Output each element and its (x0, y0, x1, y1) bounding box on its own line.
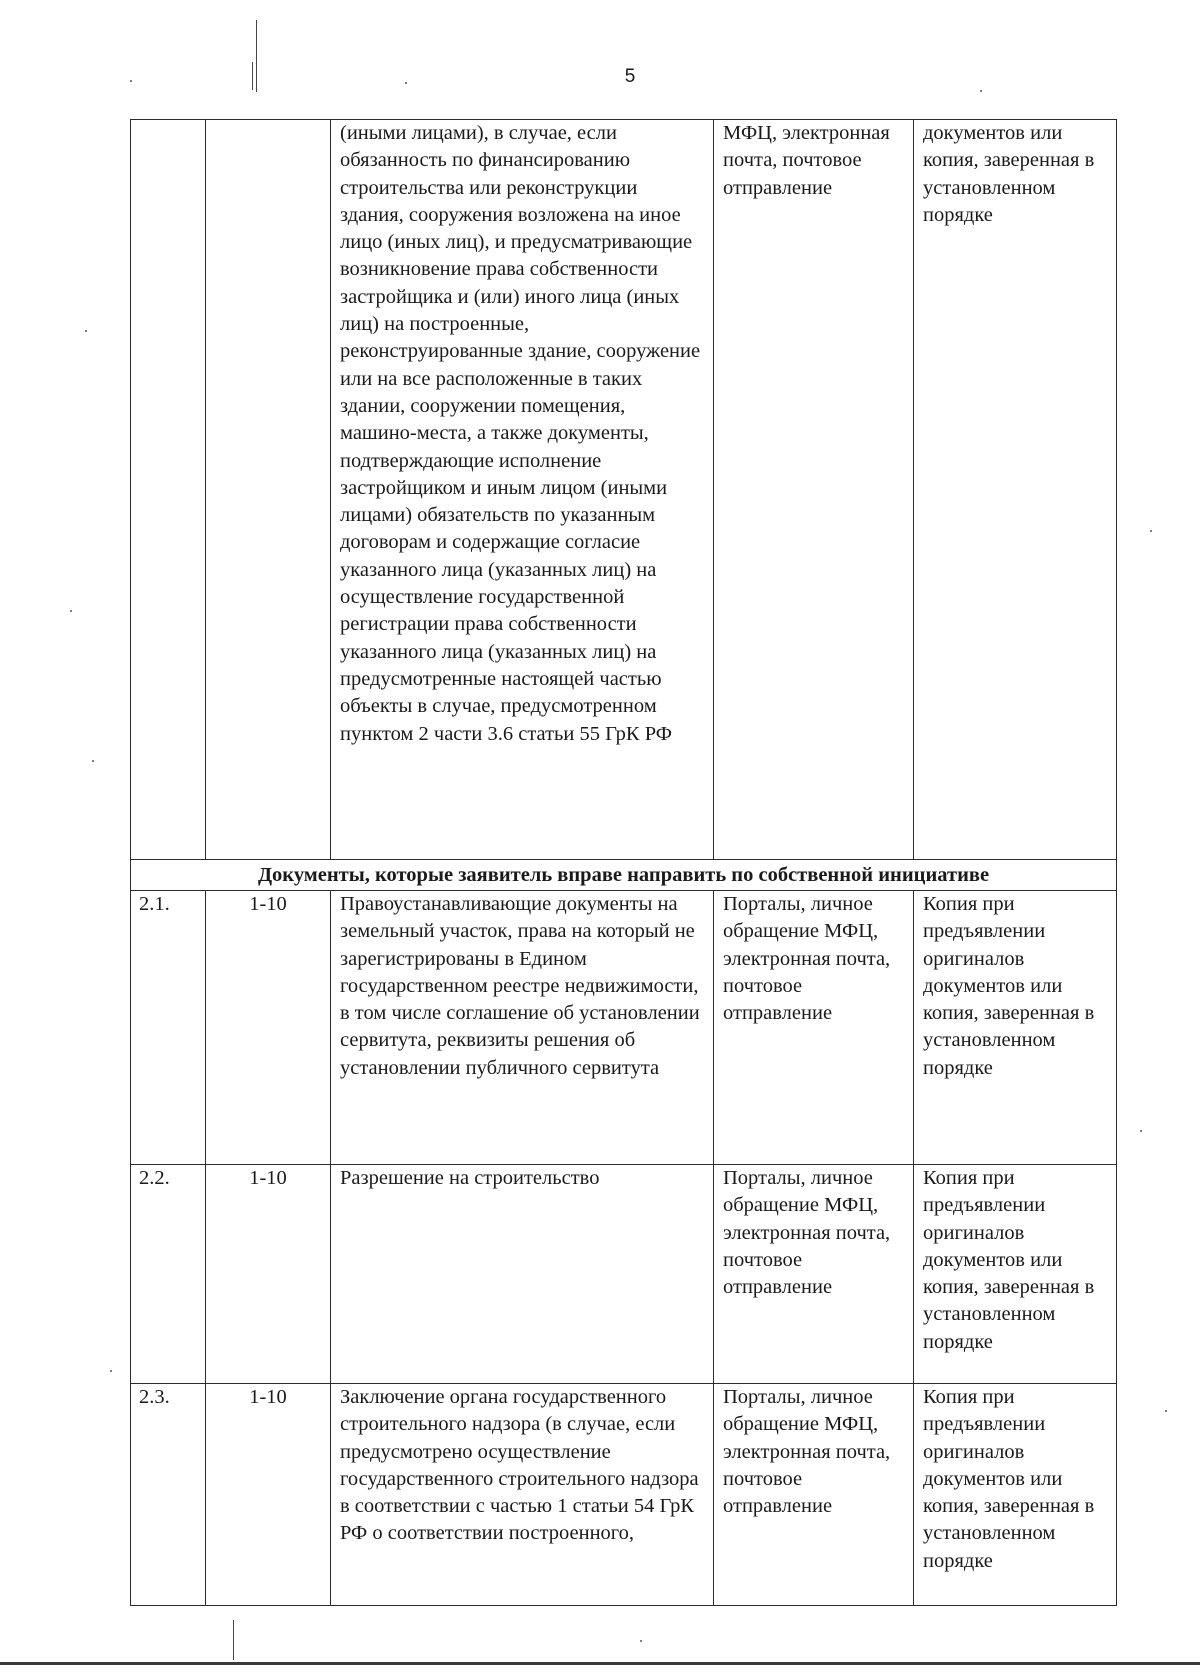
document-cell: Заключение органа государственного строительного надзора (в случае, если предусмотрено осуществление государственного строительного надзора в соответствии с частью 1 статьи 54 ГрК РФ о соответствии построенного, (331, 1384, 714, 1606)
scan-speck (1165, 1410, 1167, 1412)
document-cell: Разрешение на строительство (331, 1165, 714, 1384)
section-header-row (131, 860, 1117, 891)
table-row (131, 1384, 1117, 1606)
scan-speck (70, 610, 72, 612)
scan-speck (640, 1640, 642, 1642)
positions-cell: 1-10 (206, 1165, 331, 1384)
page-number: 5 (624, 66, 636, 87)
scan-bottom-edge (0, 1662, 1200, 1665)
submission-method-cell: МФЦ, электронная почта, почтовое отправление (714, 120, 914, 860)
scan-speck (405, 82, 407, 84)
scan-speck (980, 90, 982, 92)
scan-artifact-line (252, 62, 253, 90)
submission-method-cell: Порталы, личное обращение МФЦ, электронная почта, почтовое отправление (714, 891, 914, 1165)
document-cell: (иными лицами), в случае, если обязанность по финансированию строительства или реконструкции здания, сооружения возложена на иное лицо (иных лиц), и предусматривающие возникновение права собственности застройщика и (или) иного лица (иных лиц) на построенные, реконструированные здание, сооружение или на все расположенные в таких здании, сооружении помещения, машино-места, а также документы, подтверждающие исполнение застройщиком и иным лицом (иными лицами) обязательств по указанным договорам и содержащие согласие указанного лица (указанных лиц) на осуществление государственной регистрации права собственности указанного лица (указанных лиц) на предусмотренные настоящей частью объекты в случае, предусмотренном пунктом 2 части 3.6 статьи 55 ГрК РФ (331, 120, 714, 860)
submission-method-cell: Порталы, личное обращение МФЦ, электронная почта, почтовое отправление (714, 1384, 914, 1606)
scan-speck (92, 760, 94, 762)
table-row (131, 120, 1117, 860)
document-cell: Правоустанавливающие документы на земельный участок, права на который не зарегистрированы в Едином государственном реестре недвижимости, в том числе соглашение об установлении сервитута, реквизиты решения об установлении публичного сервитута (331, 891, 714, 1165)
table-row (131, 891, 1117, 1165)
row-number-cell: 2.2. (131, 1165, 206, 1384)
submission-method-cell: Порталы, личное обращение МФЦ, электронная почта, почтовое отправление (714, 1165, 914, 1384)
positions-cell (206, 120, 331, 860)
table-row (131, 1165, 1117, 1384)
scan-speck (1150, 530, 1152, 532)
row-number-cell: 2.3. (131, 1384, 206, 1606)
positions-cell: 1-10 (206, 891, 331, 1165)
scan-speck (110, 1370, 112, 1372)
document-form-cell: Копия при предъявлении оригиналов документов или копия, заверенная в установленном порядке (914, 1165, 1117, 1384)
scan-speck (85, 330, 87, 332)
row-number-cell: 2.1. (131, 891, 206, 1165)
section-header: Документы, которые заявитель вправе направить по собственной инициативе (131, 860, 1117, 891)
documents-table (130, 119, 1117, 1606)
scan-artifact-line (256, 20, 257, 92)
scan-speck (1140, 1130, 1142, 1132)
scan-speck (130, 80, 132, 82)
scan-artifact-line (233, 1620, 234, 1660)
document-form-cell: документов или копия, заверенная в установленном порядке (914, 120, 1117, 860)
document-form-cell: Копия при предъявлении оригиналов документов или копия, заверенная в установленном порядке (914, 1384, 1117, 1606)
document-form-cell: Копия при предъявлении оригиналов документов или копия, заверенная в установленном порядке (914, 891, 1117, 1165)
row-number-cell (131, 120, 206, 860)
positions-cell: 1-10 (206, 1384, 331, 1606)
